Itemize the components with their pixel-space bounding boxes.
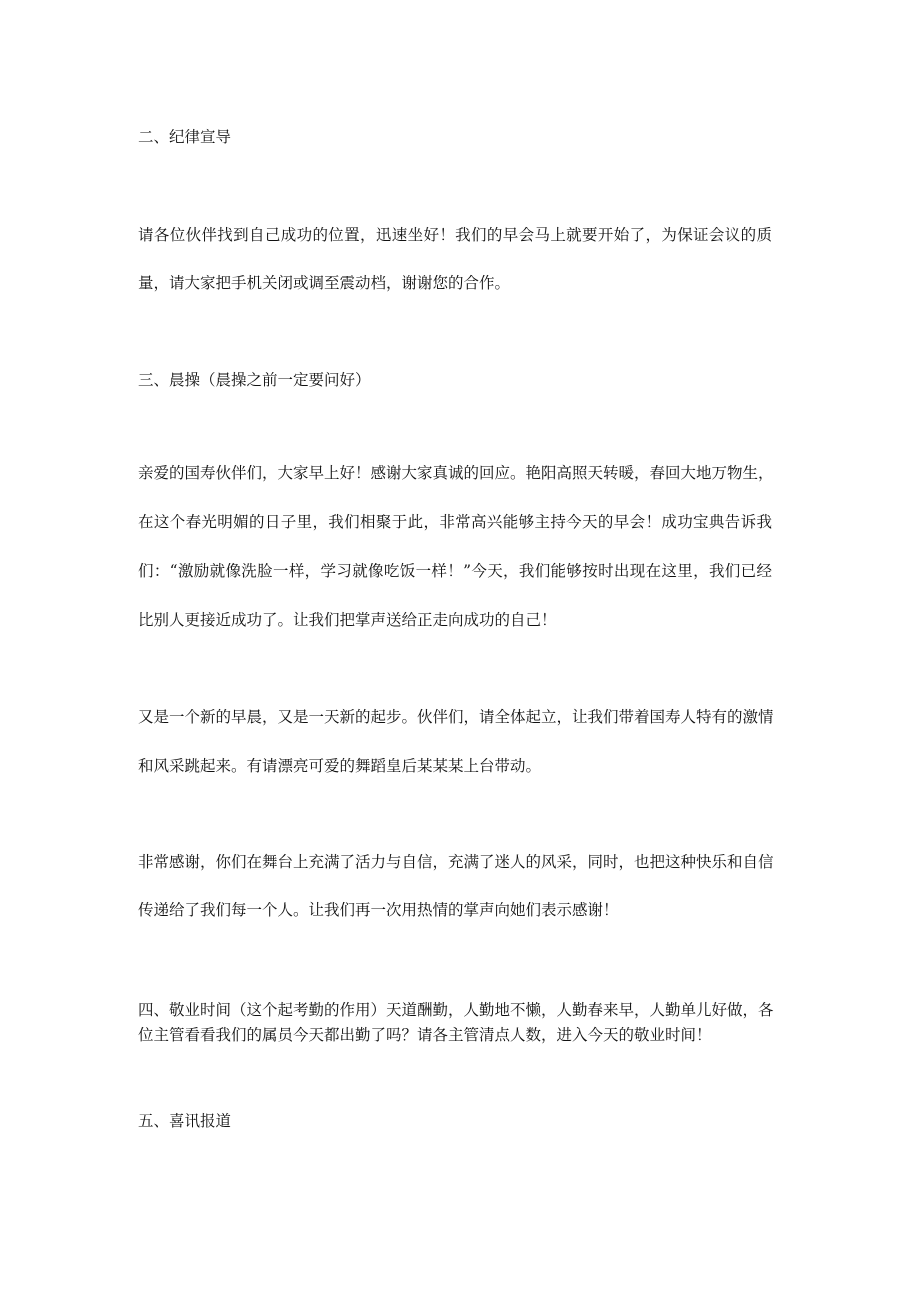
paragraph-line: 非常感谢，你们在舞台上充满了活力与自信，充满了迷人的风采，同时，也把这种快乐和自信	[138, 853, 774, 871]
section-4-line: 位主管看看我们的属员今天都出勤了吗？请各主管清点人数，进入今天的敬业时间！	[138, 1026, 712, 1044]
paragraph-line: 传递给了我们每一个人。让我们再一次用热情的掌声向她们表示感谢！	[138, 901, 619, 919]
paragraph-line: 在这个春光明媚的日子里，我们相聚于此，非常高兴能够主持今天的早会！成功宝典告诉我	[138, 513, 772, 531]
paragraph-line: 们：“激励就像洗脸一样，学习就像吃饭一样！”今天，我们能够按时出现在这里，我们已经	[138, 562, 772, 580]
paragraph-line: 和风采跳起来。有请漂亮可爱的舞蹈皇后某某某上台带动。	[138, 757, 542, 775]
paragraph-line: 又是一个新的早晨，又是一天新的起步。伙伴们，请全体起立，让我们带着国寿人特有的激情	[138, 708, 774, 726]
section-5-heading: 五、喜讯报道	[138, 1112, 232, 1130]
paragraph-line: 请各位伙伴找到自己成功的位置，迅速坐好！我们的早会马上就要开始了，为保证会议的质	[138, 226, 772, 244]
paragraph-line: 亲爱的国寿伙伴们，大家早上好！感谢大家真诚的回应。艳阳高照天转暖，春回大地万物生，	[138, 464, 774, 482]
section-2-heading: 二、纪律宣导	[138, 128, 232, 146]
paragraph-line: 量，请大家把手机关闭或调至震动档，谢谢您的合作。	[138, 274, 511, 292]
section-3-heading: 三、晨操（晨操之前一定要问好）	[138, 371, 371, 389]
section-4-line: 四、敬业时间（这个起考勤的作用）天道酬勤，人勤地不懒，人勤春来早，人勤单儿好做，各	[138, 1001, 774, 1019]
paragraph-line: 比别人更接近成功了。让我们把掌声送给正走向成功的自己！	[138, 611, 557, 629]
